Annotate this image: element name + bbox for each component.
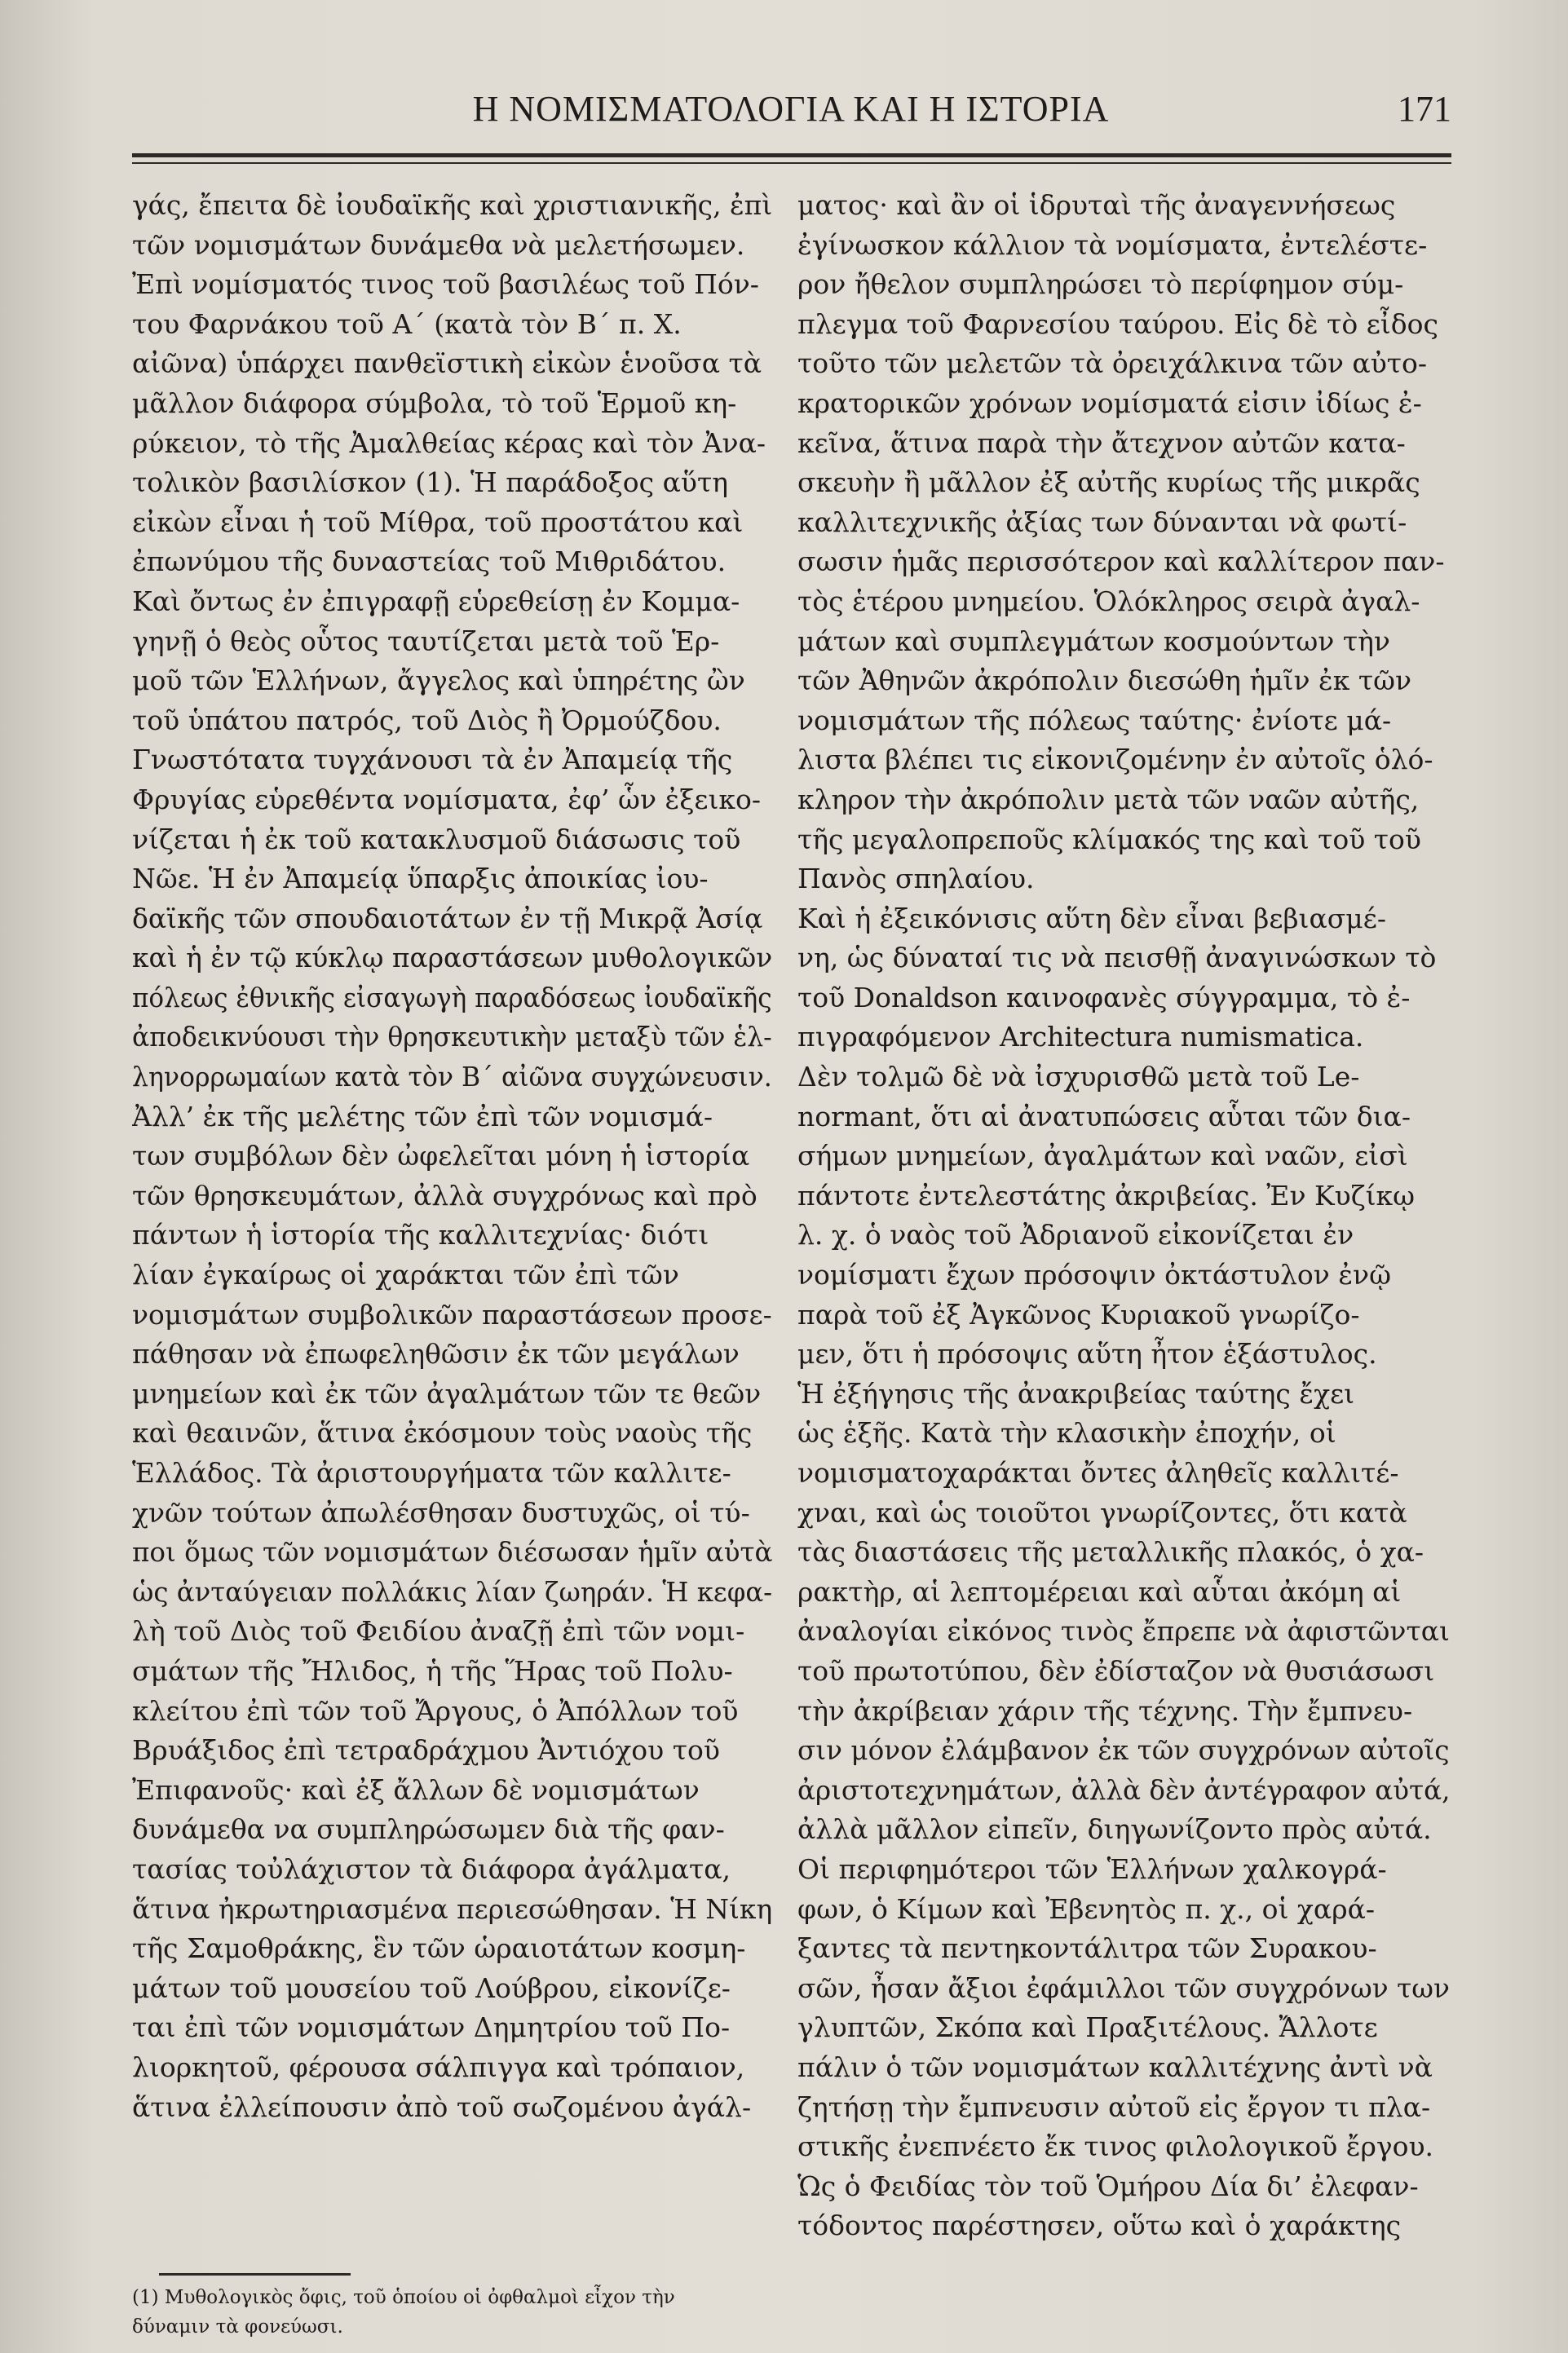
text-line: μάτων τοῦ μουσείου τοῦ Λούβρου, εἰκονίζε- xyxy=(132,1971,731,2004)
text-line: Ἐπιφανοῦς· καὶ ἐξ ἄλλων δὲ νομισμάτων xyxy=(132,1773,700,1806)
text-line: Ὡς ὁ Φειδίας τὸν τοῦ Ὁμήρου Δία δι’ ἐλεφαν- xyxy=(797,2170,1419,2202)
text-line: εἰκὼν εἶναι ἡ τοῦ Μίθρα, τοῦ προστάτου καὶ xyxy=(132,505,744,538)
text-line: σκευὴν ἢ μᾶλλον ἐξ αὐτῆς κυρίως τῆς μικρᾶς xyxy=(797,466,1420,499)
text-line: γλυπτῶν, Σκόπα καὶ Πραξιτέλους. Ἄλλοτε xyxy=(797,2011,1378,2044)
text-line: τοῦτο τῶν μελετῶν τὰ ὀρειχάλκινα τῶν αὐτο- xyxy=(797,347,1428,380)
text-line: ἀποδεικνύουσι τὴν θρησκευτικὴν μεταξὺ τῶν ἑλ- xyxy=(132,1021,772,1053)
text-line: κρατορικῶν χρόνων νομίσματά εἰσιν ἰδίως ἐ- xyxy=(797,386,1422,419)
text-line: ρον ἤθελον συμπληρώσει τὸ περίφημον σύμ- xyxy=(797,268,1404,301)
text-line: Γνωστότατα τυγχάνουσι τὰ ἐν Ἀπαμείᾳ τῆς xyxy=(132,744,733,776)
footnote-line xyxy=(132,2283,772,2312)
text-line: Καὶ ὄντως ἐν ἐπιγραφῇ εὑρεθείσῃ ἐν Κομμα- xyxy=(132,585,740,617)
text-line: στικῆς ἐνεπνέετο ἔκ τινος φιλολογικοῦ ἔργου. xyxy=(797,2130,1433,2163)
text-line: τοῦ πρωτοτύπου, δὲν ἐδίσταζον νὰ θυσιάσωσι xyxy=(797,1654,1435,1687)
text-line: καλλιτεχνικῆς ἀξίας των δύνανται νὰ φωτί- xyxy=(797,505,1407,538)
text-line: λ. χ. ὁ ναὸς τοῦ Ἀδριανοῦ εἰκονίζεται ἐν xyxy=(797,1219,1354,1252)
text-line: πάθησαν νὰ ἐπωφεληθῶσιν ἐκ τῶν μεγάλων xyxy=(132,1338,740,1371)
text-line: πλεγμα τοῦ Φαρνεσίου ταύρου. Εἰς δὲ τὸ εἶδος xyxy=(797,307,1438,340)
text-line: τῶν Ἀθηνῶν ἀκρόπολιν διεσώθη ἡμῖν ἐκ τῶν xyxy=(797,664,1412,697)
text-line: ται ἐπὶ τῶν νομισμάτων Δημητρίου τοῦ Πο- xyxy=(132,2011,731,2044)
text-line: ληνορρωμαίων κατὰ τὸν Β΄ αἰῶνα συγχώνευσιν. xyxy=(132,1061,772,1093)
text-line: τῆς Σαμοθράκης, ἓν τῶν ὡραιοτάτων κοσμη- xyxy=(132,1932,746,1965)
text-line: πιγραφόμενον Architectura numismatica. xyxy=(797,1021,1364,1053)
text-line: μᾶλλον διάφορα σύμβολα, τὸ τοῦ Ἑρμοῦ κη- xyxy=(132,386,737,419)
text-line: δαϊκῆς τῶν σπουδαιοτάτων ἐν τῇ Μικρᾷ Ἀσίᾳ xyxy=(132,902,763,934)
text-line: νίζεται ἡ ἐκ τοῦ κατακλυσμοῦ διάσωσις τοῦ xyxy=(132,823,741,855)
text-line: παρὰ τοῦ ἐξ Ἀγκῶνος Κυριακοῦ γνωρίζο- xyxy=(797,1298,1360,1331)
text-line: τολικὸν βασιλίσκον (1). Ἡ παράδοξος αὕτη xyxy=(132,466,729,499)
text-line: σῶν, ἦσαν ἄξιοι ἐφάμιλλοι τῶν συγχρόνων των xyxy=(797,1971,1450,2004)
text-line: τῶν θρησκευμάτων, ἀλλὰ συγχρόνως καὶ πρὸ xyxy=(132,1179,757,1212)
text-line: χναι, καὶ ὡς τοιοῦτοι γνωρίζοντες, ὅτι κατὰ xyxy=(797,1496,1407,1529)
footnote-marker: (1) xyxy=(132,2287,159,2308)
text-line: Βρυάξιδος ἐπὶ τετραδράχμου Ἀντιόχου τοῦ xyxy=(132,1734,720,1767)
text-line: φων, ὁ Κίμων καὶ Ἐβενητὸς π. χ., οἱ χαρά- xyxy=(797,1892,1376,1925)
text-line: Οἱ περιφημότεροι τῶν Ἑλλήνων χαλκογρά- xyxy=(797,1852,1387,1885)
text-line: πάλιν ὁ τῶν νομισμάτων καλλιτέχνης ἀντὶ νὰ xyxy=(797,2051,1433,2083)
text-line: τῶν νομισμάτων δυνάμεθα νὰ μελετήσωμεν. xyxy=(132,228,745,261)
text-line: Ἀλλ’ ἐκ τῆς μελέτης τῶν ἐπὶ τῶν νομισμά- xyxy=(132,1100,713,1132)
footnote-rule xyxy=(159,2273,351,2276)
text-line: τασίας τοὐλάχιστον τὰ διάφορα ἀγάλματα, xyxy=(132,1852,731,1885)
text-line: δυνάμεθα να συμπληρώσωμεν διὰ τῆς φαν- xyxy=(132,1813,725,1846)
text-line: μοῦ τῶν Ἑλλήνων, ἄγγελος καὶ ὑπηρέτης ὢν xyxy=(132,664,745,697)
text-line: μνημείων καὶ ἐκ τῶν ἀγαλμάτων τῶν τε θεῶν xyxy=(132,1377,762,1410)
text-line: τοῦ ὑπάτου πατρός, τοῦ Διὸς ἢ Ὀρμούζδου. xyxy=(132,704,722,736)
text-line: ἀριστοτεχνημάτων, ἀλλὰ δὲν ἀντέγραφον αὐτά, xyxy=(797,1773,1450,1806)
text-line: πάντοτε ἐντελεστάτης ἀκριβείας. Ἐν Κυζίκῳ xyxy=(797,1179,1416,1212)
text-line: τόδοντος παρέστησεν, οὕτω καὶ ὁ χαράκτης xyxy=(797,2210,1402,2242)
text-line: λίαν ἐγκαίρως οἱ χαράκται τῶν ἐπὶ τῶν xyxy=(132,1259,679,1291)
text-line: Ἐπὶ νομίσματός τινος τοῦ βασιλέως τοῦ Πόν- xyxy=(132,268,759,301)
text-line: νομισμάτων τῆς πόλεως ταύτης· ἐνίοτε μά- xyxy=(797,704,1392,736)
header-rule-thick xyxy=(132,153,1451,157)
text-line: ὡς ἀνταύγειαν πολλάκις λίαν ζωηράν. Ἡ κεφα- xyxy=(132,1575,772,1608)
text-line: λιστα βλέπει τις εἰκονιζομένην ἐν αὐτοῖς ὁλό- xyxy=(797,744,1433,776)
text-line: νη, ὡς δύναταί τις νὰ πεισθῇ ἀναγινώσκων τὸ xyxy=(797,942,1437,974)
text-line: νομισμάτων συμβολικῶν παραστάσεων προσε- xyxy=(132,1298,772,1331)
text-line: χνῶν τούτων ἀπωλέσθησαν δυστυχῶς, οἱ τύ- xyxy=(132,1496,750,1529)
text-line: Δὲν τολμῶ δὲ νὰ ἰσχυρισθῶ μετὰ τοῦ Le- xyxy=(797,1061,1360,1093)
text-line: αἰῶνα) ὑπάρχει πανθεϊστικὴ εἰκὼν ἑνοῦσα τὰ xyxy=(132,347,762,380)
text-line: γάς, ἔπειτα δὲ ἰουδαϊκῆς καὶ χριστιανικῆς, ἐπὶ xyxy=(132,189,772,221)
text-line: καὶ ἡ ἐν τῷ κύκλῳ παραστάσεων μυθολογικῶν xyxy=(132,942,772,974)
text-line: ἅτινα ἐλλείπουσιν ἀπὸ τοῦ σωζομένου ἀγάλ- xyxy=(132,2090,752,2123)
text-line: του Φαρνάκου τοῦ Α΄ (κατὰ τὸν Β΄ π. Χ. xyxy=(132,307,682,340)
text-line: ὡς ἑξῆς. Κατὰ τὴν κλασικὴν ἐποχήν, οἱ xyxy=(797,1417,1336,1450)
text-line: τὰς διαστάσεις τῆς μεταλλικῆς πλακός, ὁ χα- xyxy=(797,1536,1424,1569)
page-number: 171 xyxy=(1398,89,1451,129)
text-line: ρύκειον, τὸ τῆς Ἀμαλθείας κέρας καὶ τὸν Ἀνα- xyxy=(132,426,766,459)
text-line: σμάτων τῆς Ἤλιδος, ἡ τῆς Ἥρας τοῦ Πολυ- xyxy=(132,1654,733,1687)
text-line: τοῦ Donaldson καινοφανὲς σύγγραμμα, τὸ ἐ- xyxy=(797,981,1411,1013)
text-line: τῆς μεγαλοπρεποῦς κλίμακός της καὶ τοῦ τοῦ xyxy=(797,823,1421,855)
text-line: πάντων ἡ ἱστορία τῆς καλλιτεχνίας· διότι xyxy=(132,1219,709,1252)
text-line: μάτων καὶ συμπλεγμάτων κοσμούντων τὴν xyxy=(797,625,1390,657)
text-line: ξαντες τὰ πεντηκοντάλιτρα τῶν Συρακου- xyxy=(797,1932,1377,1965)
text-line: ἐπωνύμου τῆς δυναστείας τοῦ Μιθριδάτου. xyxy=(132,545,727,578)
text-line: νομίσματι ἔχων πρόσοψιν ὀκτάστυλον ἐνῷ xyxy=(797,1259,1392,1291)
right-text-column xyxy=(797,186,1450,2246)
text-line: normant, ὅτι αἱ ἀνατυπώσεις αὗται τῶν δια- xyxy=(797,1100,1411,1132)
running-title: Η ΝΟΜΙΣΜΑΤΟΛΟΓΙΑ ΚΑΙ Η ΙΣΤΟΡΙΑ xyxy=(472,89,1110,129)
footnote-line: δύναμιν τὰ φονεύωσι. xyxy=(132,2316,343,2338)
text-line: μεν, ὅτι ἡ πρόσοψις αὕτη ἦτον ἑξάστυλος. xyxy=(797,1338,1377,1371)
text-line: Φρυγίας εὑρεθέντα νομίσματα, ἐφ’ ὧν ἐξεικο- xyxy=(132,783,762,815)
text-line: ἀναλογίαι εἰκόνος τινὸς ἔπρεπε νὰ ἀφιστῶνται xyxy=(797,1615,1450,1648)
text-line: πόλεως ἐθνικῆς εἰσαγωγὴ παραδόσεως ἰουδαϊκῆς xyxy=(132,981,772,1013)
text-line: σωσιν ἡμᾶς περισσότερον καὶ καλλίτερον παν- xyxy=(797,545,1445,578)
footnote-text: Μυθολογικὸς ὄφις, τοῦ ὁποίου οἱ ὀφθαλμοὶ εἶχον τὴν xyxy=(164,2287,675,2308)
text-line: λὴ τοῦ Διὸς τοῦ Φειδίου ἀναζῇ ἐπὶ τῶν νομι- xyxy=(132,1615,745,1648)
text-line: Καὶ ἡ ἐξεικόνισις αὕτη δὲν εἶναι βεβιασμέ- xyxy=(797,902,1386,934)
page-header xyxy=(130,88,1451,137)
text-line: ἐγίνωσκον κάλλιον τὰ νομίσματα, ἐντελέστε- xyxy=(797,228,1428,261)
text-line: ρακτὴρ, αἱ λεπτομέρειαι καὶ αὗται ἀκόμη αἱ xyxy=(797,1575,1402,1608)
text-line: ποι ὅμως τῶν νομισμάτων διέσωσαν ἡμῖν αὐτὰ xyxy=(132,1536,772,1569)
text-line: ζητήσῃ τὴν ἔμπνευσιν αὐτοῦ εἰς ἔργον τι πλα- xyxy=(797,2090,1431,2123)
text-line: σήμων μνημείων, ἀγαλμάτων καὶ ναῶν, εἰσὶ xyxy=(797,1140,1408,1172)
text-line: λιορκητοῦ, φέρουσα σάλπιγγα καὶ τρόπαιον, xyxy=(132,2051,745,2083)
text-line: κληρον τὴν ἀκρόπολιν μετὰ τῶν ναῶν αὐτῆς, xyxy=(797,783,1420,815)
header-rule-thin xyxy=(132,162,1451,164)
text-line: των συμβόλων δὲν ὠφελεῖται μόνη ἡ ἱστορία xyxy=(132,1140,750,1172)
text-line: ἅτινα ἠκρωτηριασμένα περιεσώθησαν. Ἡ Νίκη xyxy=(132,1892,772,1925)
text-line: Πανὸς σπηλαίου. xyxy=(797,863,1035,895)
text-line: τὴν ἀκρίβειαν χάριν τῆς τέχνης. Τὴν ἔμπνευ- xyxy=(797,1694,1413,1727)
text-line: καὶ θεαινῶν, ἅτινα ἐκόσμουν τοὺς ναοὺς τῆς xyxy=(132,1417,753,1450)
text-line: γηνῇ ὁ θεὸς οὗτος ταυτίζεται μετὰ τοῦ Ἑρ- xyxy=(132,625,720,657)
text-line: κεῖνα, ἅτινα παρὰ τὴν ἄτεχνον αὐτῶν κατα- xyxy=(797,426,1406,459)
text-line: κλείτου ἐπὶ τῶν τοῦ Ἄργους, ὁ Ἀπόλλων τοῦ xyxy=(132,1694,739,1727)
text-line: Ἑλλάδος. Τὰ ἀριστουργήματα τῶν καλλιτε- xyxy=(132,1457,731,1489)
text-line: σιν μόνον ἐλάμβανον ἐκ τῶν συγχρόνων αὐτοῖς xyxy=(797,1734,1450,1767)
text-line: τὸς ἑτέρου μνημείου. Ὁλόκληρος σειρὰ ἀγαλ- xyxy=(797,585,1420,617)
text-line: ἀλλὰ μᾶλλον εἰπεῖν, διηγωνίζοντο πρὸς αὐτά. xyxy=(797,1813,1432,1846)
text-line: ματος· καὶ ἂν οἱ ἱδρυταὶ τῆς ἀναγεννήσεως xyxy=(797,189,1396,221)
footnote xyxy=(132,2283,772,2342)
left-text-column xyxy=(132,186,772,2127)
text-line: Ἡ ἐξήγησις τῆς ἀνακριβείας ταύτης ἔχει xyxy=(797,1377,1355,1410)
text-line: νομισματοχαράκται ὄντες ἀληθεῖς καλλιτέ- xyxy=(797,1457,1399,1489)
text-line: Νῶε. Ἡ ἐν Ἀπαμείᾳ ὕπαρξις ἀποικίας ἰου- xyxy=(132,863,709,895)
